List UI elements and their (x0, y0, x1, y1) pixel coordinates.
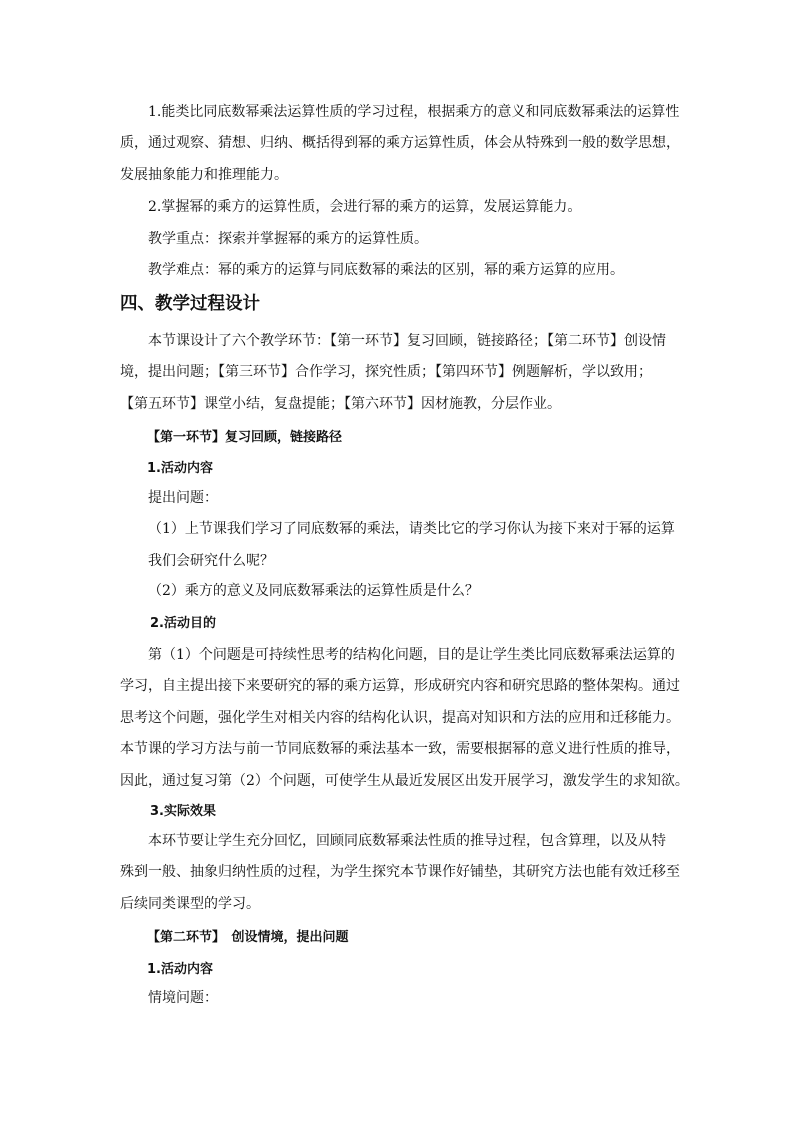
stage1-activity-heading: 1.活动内容 (147, 461, 213, 476)
stage1-effect-heading: 3.实际效果 (150, 804, 216, 819)
stage1-purpose-first (120, 640, 708, 672)
purpose-line: 因此，通过复习第（2）个问题，可使学生从最近发展区出发开展学习，激发学生的求知欲。 (120, 772, 689, 789)
objective-1-line: 1.能类比同底数幂乘法运算性质的学习过程，根据乘方的意义和同底数幂乘法的运算性 (148, 104, 680, 120)
section-heading: 四、教学过程设计 (120, 294, 260, 314)
purpose-line: 本节课的学习方法与前一节同底数幂的乘法基本一致，需要根据幂的意义进行性质的推导， (120, 741, 680, 757)
objective-1-continued (120, 128, 680, 191)
question-line: （1）上节课我们学习了同底数幂的乘法，请类比它的学习你认为接下来对于幂的运算 (148, 521, 675, 537)
intro-line: 【第五环节】课堂小结，复盘提能；【第六环节】因材施教，分层作业。 (120, 395, 561, 412)
objective-2: 2.掌握幂的乘方的运算性质，会进行幂的乘方的运算，发展运算能力。 (148, 199, 582, 215)
stage1-effect-first (120, 826, 708, 858)
intro-line: 本节课设计了六个教学环节：【第一环节】复习回顾，链接路径；【第二环节】创设情 (148, 333, 666, 349)
stage2-activity-heading: 1.活动内容 (147, 962, 213, 977)
key-point: 教学重点：探索并掌握幂的乘方的运算性质。 (148, 231, 428, 247)
objective-1-line: 质，通过观察、猜想、归纳、概括得到幂的乘方运算性质，体会从特殊到一般的数学思想， (120, 135, 680, 151)
effect-line: 本环节要让学生充分回忆，回顾同底数幂乘法性质的推导过程，包含算理，以及从特 (148, 833, 666, 849)
stage1-question-2: （2）乘方的意义及同底数幂乘法的运算性质是什么？ (148, 583, 479, 599)
effect-line: 殊到一般、抽象归纳性质的过程，为学生探究本节课作好铺垫，其研究方法也能有效迁移至 (120, 864, 680, 880)
difficulty: 教学难点：幂的乘方的运算与同底数幂的乘法的区别，幂的乘方运算的应用。 (148, 262, 624, 278)
stage1-purpose-heading: 2.活动目的 (150, 616, 216, 631)
purpose-line: 学习，自主提出接下来要研究的幂的乘方运算，形成研究内容和研究思路的整体架构。通过 (120, 678, 680, 694)
stage1-question-1 (120, 514, 708, 577)
section-intro-rest (120, 357, 680, 420)
stage1-prompt: 提出问题： (148, 490, 218, 506)
intro-line: 境，提出问题；【第三环节】合作学习，探究性质；【第四环节】例题解析，学以致用； (120, 364, 652, 380)
stage1-purpose-rest (120, 671, 689, 797)
purpose-line: 思考这个问题，强化学生对相关内容的结构化认识，提高对知识和方法的应用和迁移能力。 (120, 709, 680, 726)
stage1-effect-rest (120, 857, 680, 920)
section-intro-first (120, 326, 708, 358)
stage2-prompt: 情境问题： (148, 990, 218, 1006)
purpose-line: 第（1）个问题是可持续性思考的结构化问题，目的是让学生类比同底数幂乘法运算的 (148, 647, 675, 663)
stage2-title: 【第二环节】 创设情境，提出问题 (147, 930, 349, 945)
effect-line: 后续同类课型的学习。 (120, 895, 260, 912)
stage1-title: 【第一环节】复习回顾，链接路径 (147, 430, 343, 445)
objective-1-line: 发展抽象能力和推理能力。 (120, 166, 288, 183)
objective-1 (120, 97, 708, 129)
question-line: 我们会研究什么呢？ (148, 552, 274, 569)
